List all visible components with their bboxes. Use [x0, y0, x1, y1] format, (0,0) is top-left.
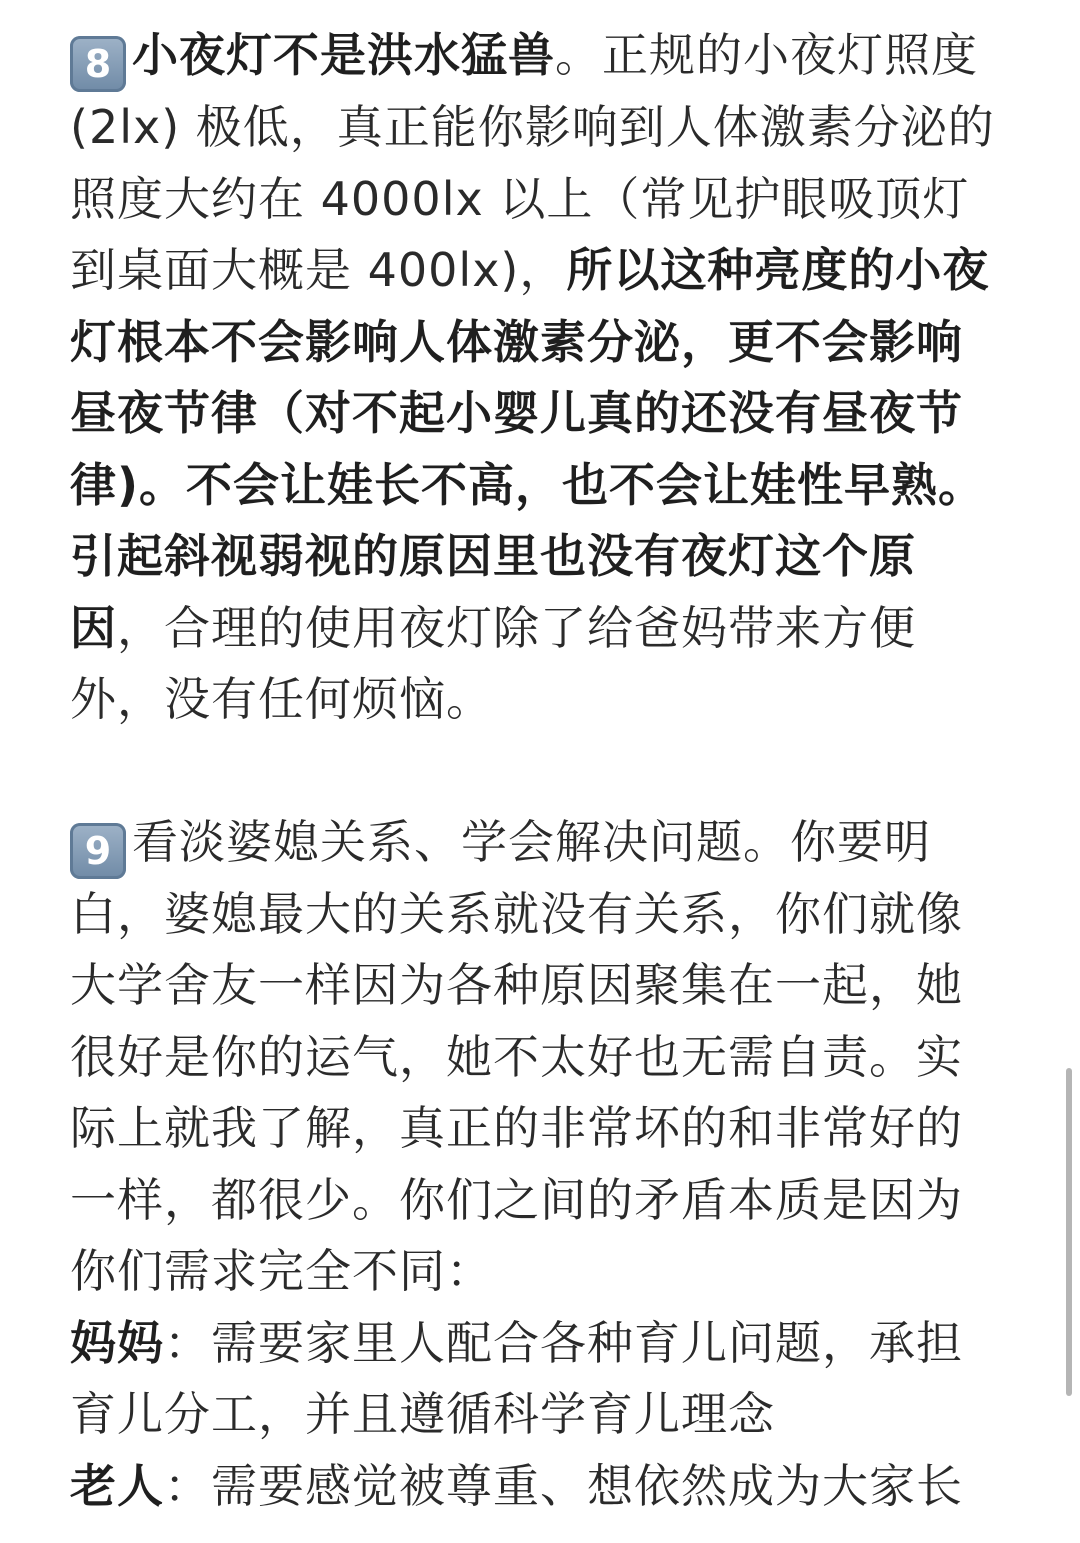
elder-needs-text: ：需要感觉被尊重、想依然成为大家长	[164, 1458, 963, 1513]
mom-needs-paragraph	[70, 1308, 1000, 1451]
article-body	[70, 20, 1000, 1522]
tip-9-text: 看淡婆媳关系、学会解决问题。你要明白，婆媳最大的关系就没有关系，你们就像大学舍友一样因为各种原因聚集在一起，她很好是你的运气，她不太好也无需自责。实际上就我了解，真正的非常坏的和非常好的一样，都很少。你们之间的矛盾本质是因为你们需求完全不同：	[70, 814, 963, 1298]
mom-label: 妈妈	[70, 1315, 164, 1370]
keycap-9-icon: 9	[70, 823, 126, 879]
tip-8-bold-text: 所以这种亮度的小夜灯根本不会影响人体激素分泌，更不会影响昼夜节律（对不起小婴儿真的还没有昼夜节律)。不会让娃长不高，也不会让娃性早熟。引起斜视弱视的原因里也没有夜灯这个原因	[70, 243, 990, 655]
mom-needs-text: ：需要家里人配合各种育儿问题，承担育儿分工，并且遵循科学育儿理念	[70, 1315, 963, 1441]
tip-8-text-2: ，合理的使用夜灯除了给爸妈带来方便外，没有任何烦恼。	[70, 600, 916, 726]
elder-label: 老人	[70, 1458, 164, 1513]
tip-8-title: 小夜灯不是洪水猛兽	[132, 28, 555, 82]
tip-8-paragraph	[70, 20, 1000, 736]
tip-9-paragraph	[70, 807, 1000, 1308]
tip-8-text-1: 。正规的小夜灯照度(2lx) 极低，真正能你影响到人体激素分泌的照度大约在 4000lx 以上（常见护眼吸顶灯到桌面大概是 400lx)，	[70, 28, 995, 297]
scrollbar[interactable]	[1066, 1068, 1072, 1396]
elder-needs-paragraph	[70, 1451, 1000, 1523]
keycap-8-icon: 8	[70, 36, 126, 92]
